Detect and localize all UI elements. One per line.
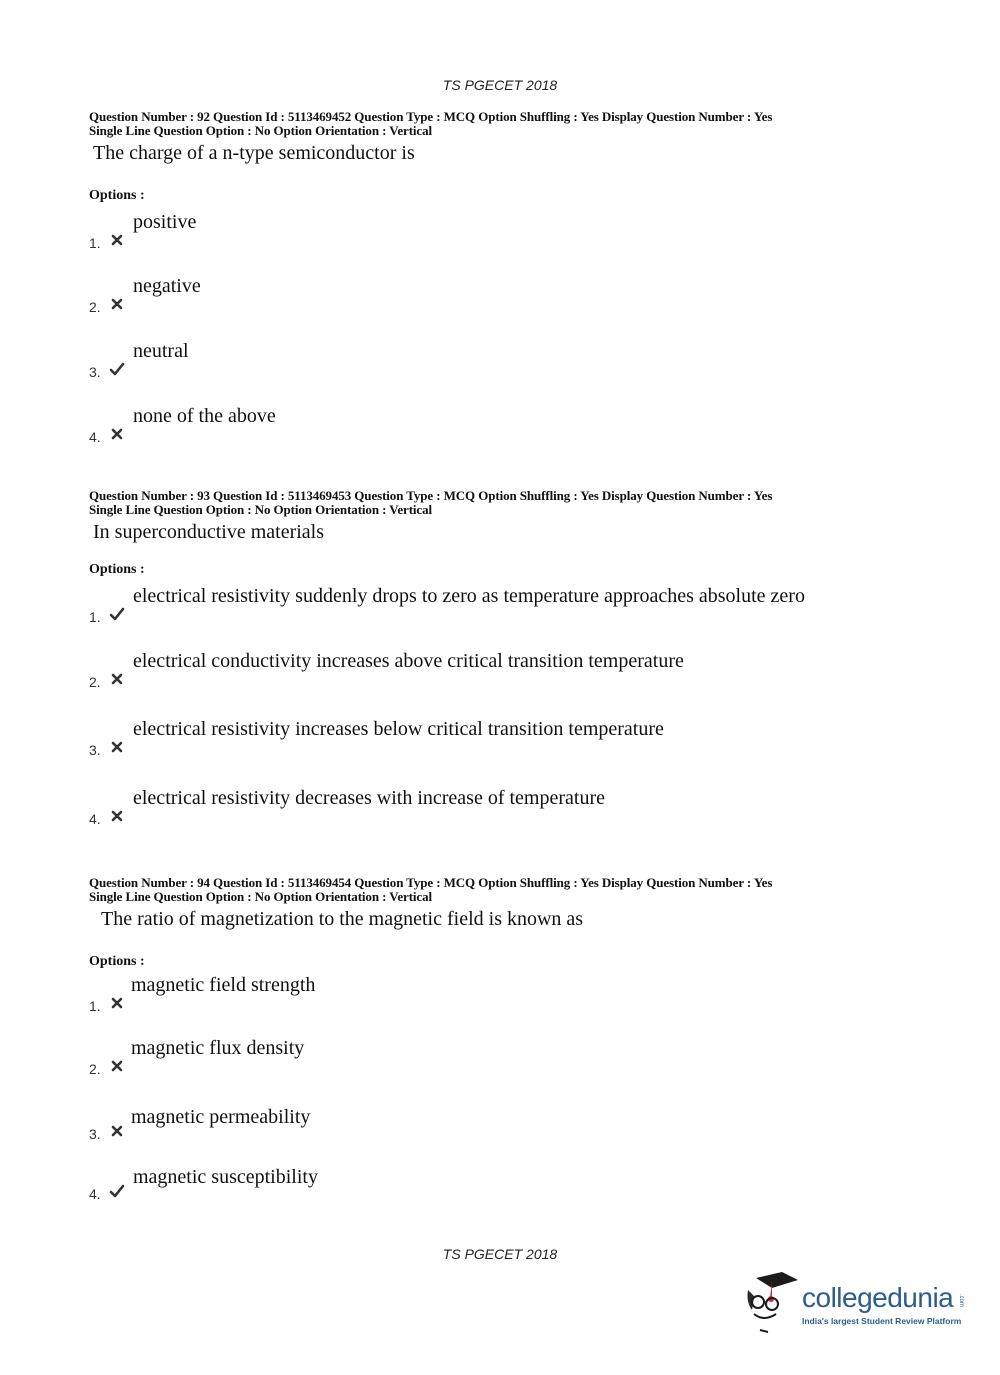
- option-number: 4.: [89, 429, 101, 445]
- logo-tagline: India's largest Student Review Platform: [802, 1316, 962, 1326]
- option-text: negative: [133, 275, 201, 297]
- question-meta-line2: Single Line Question Option : No Option Orientation : Vertical: [89, 502, 433, 517]
- question-92: [89, 109, 909, 445]
- option-1: [89, 211, 909, 251]
- options-label: Options :: [89, 954, 145, 969]
- question-text: In superconductive materials: [93, 521, 325, 543]
- logo-wordmark: collegedunia: [802, 1282, 954, 1313]
- option-number: 2.: [89, 1061, 101, 1077]
- cross-icon: [109, 1123, 125, 1139]
- cross-icon: [109, 1058, 125, 1074]
- option-text: none of the above: [133, 405, 276, 427]
- option-text: magnetic permeability: [131, 1106, 311, 1128]
- option-number: 1.: [89, 609, 101, 625]
- question-94: [89, 875, 909, 1202]
- page-footer-title: TS PGECET 2018: [442, 1246, 558, 1262]
- question-meta-line2: Single Line Question Option : No Option Orientation : Vertical: [89, 889, 433, 904]
- option-2: [89, 1037, 909, 1077]
- question-meta-line2: Single Line Question Option : No Option Orientation : Vertical: [89, 123, 433, 138]
- cross-icon: [109, 739, 125, 755]
- option-number: 3.: [89, 1126, 101, 1142]
- options-label: Options :: [89, 562, 145, 577]
- mascot-logo-icon: [742, 1268, 800, 1336]
- cross-icon: [109, 671, 125, 687]
- cross-icon: [109, 995, 125, 1011]
- option-1: [89, 585, 909, 625]
- option-text: magnetic susceptibility: [133, 1166, 318, 1188]
- options-label: Options :: [89, 188, 145, 203]
- option-1: [89, 974, 909, 1014]
- cross-icon: [109, 426, 125, 442]
- cross-icon: [109, 232, 125, 248]
- option-text: electrical resistivity suddenly drops to zero as temperature approaches absolute zero: [133, 585, 805, 607]
- page-header-title: TS PGECET 2018: [442, 77, 558, 93]
- option-text: electrical conductivity increases above critical transition temperature: [133, 650, 684, 672]
- option-2: [89, 275, 909, 315]
- option-number: 2.: [89, 299, 101, 315]
- option-number: 4.: [89, 811, 101, 827]
- question-text: The ratio of magnetization to the magnetic field is known as: [101, 908, 584, 930]
- option-text: positive: [133, 211, 197, 233]
- option-3: [89, 340, 909, 380]
- option-number: 1.: [89, 235, 101, 251]
- option-text: neutral: [133, 340, 189, 362]
- option-2: [89, 650, 909, 690]
- logo-domain-suffix: .com: [958, 1294, 964, 1308]
- option-text: electrical resistivity increases below critical transition temperature: [133, 718, 664, 740]
- check-icon: [109, 606, 125, 622]
- option-text: magnetic flux density: [131, 1037, 305, 1059]
- cross-icon: [109, 808, 125, 824]
- option-3: [89, 1102, 909, 1142]
- option-number: 3.: [89, 364, 101, 380]
- check-icon: [109, 1183, 125, 1199]
- question-meta-line1: Question Number : 92 Question Id : 5113469452 Question Type : MCQ Option Shuffling : Yes Display Question Number : Yes: [89, 109, 773, 124]
- option-4: [89, 787, 909, 827]
- option-3: [89, 718, 909, 758]
- option-4: [89, 405, 909, 445]
- question-meta-line1: Question Number : 93 Question Id : 5113469453 Question Type : MCQ Option Shuffling : Yes Display Question Number : Yes: [89, 488, 773, 503]
- option-number: 4.: [89, 1186, 101, 1202]
- question-93: [89, 488, 909, 827]
- option-number: 2.: [89, 674, 101, 690]
- check-icon: [109, 361, 125, 377]
- option-number: 3.: [89, 742, 101, 758]
- option-text: electrical resistivity decreases with increase of temperature: [133, 787, 605, 809]
- option-text: magnetic field strength: [131, 974, 316, 996]
- question-text: The charge of a n-type semiconductor is: [93, 142, 415, 164]
- collegedunia-logo: [742, 1268, 972, 1340]
- option-number: 1.: [89, 998, 101, 1014]
- question-meta-line1: Question Number : 94 Question Id : 5113469454 Question Type : MCQ Option Shuffling : Yes Display Question Number : Yes: [89, 875, 773, 890]
- option-4: [89, 1162, 909, 1202]
- cross-icon: [109, 296, 125, 312]
